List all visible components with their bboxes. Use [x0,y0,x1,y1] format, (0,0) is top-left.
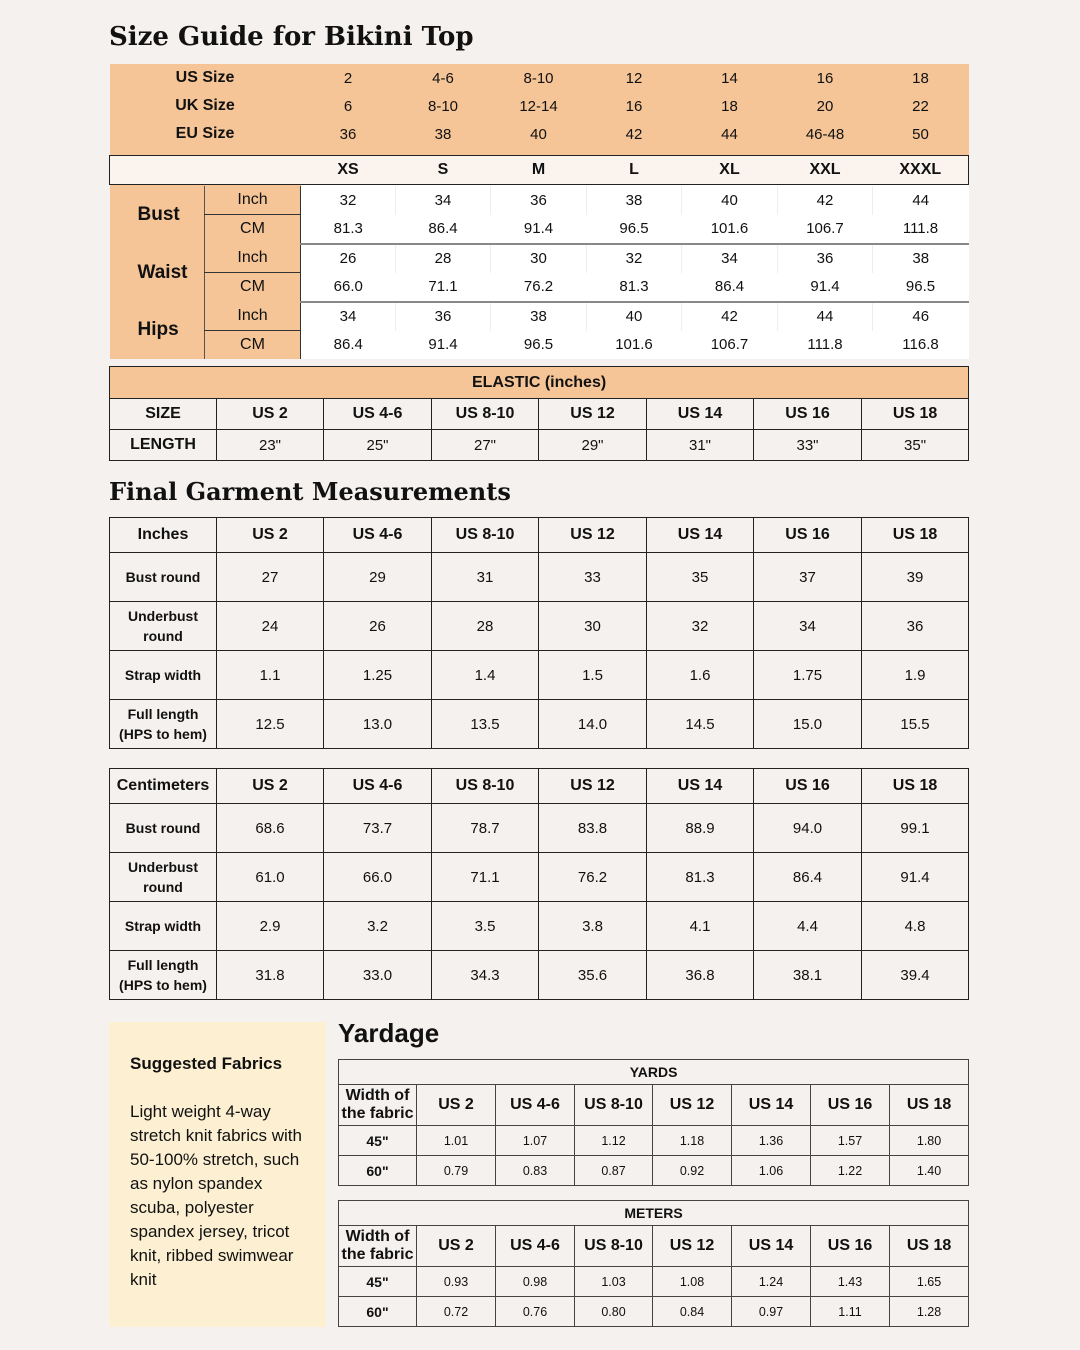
row-label [110,951,217,1000]
measurement-name: Bust [110,186,205,244]
measurement-value: 78.7 [432,804,539,853]
yardage-value: 0.72 [417,1297,496,1327]
unit-header: Inches [110,518,217,553]
measurement-value: 86.4 [396,215,491,244]
elastic-size: US 4-6 [324,399,432,430]
measurement-value: 30 [491,244,587,273]
size-letter: XXL [778,156,873,185]
measurement-value: 101.6 [682,215,778,244]
elastic-size: US 8-10 [432,399,539,430]
size-value: 12 [587,64,682,92]
size-value: 38 [396,120,491,148]
width-label-line1: Width of [345,1087,410,1104]
fabric-width: 45" [339,1267,417,1297]
size-header: US 14 [647,518,754,553]
size-letter: S [396,156,491,185]
meters-table [338,1200,969,1327]
size-value: 16 [587,92,682,120]
size-letter: L [587,156,682,185]
row-label-line2: round [143,879,183,895]
yardage-value: 1.36 [732,1126,811,1156]
yardage-value: 1.28 [890,1297,969,1327]
size-value: 20 [778,92,873,120]
unit-label: Inch [205,186,301,215]
yardage-value: 1.57 [811,1126,890,1156]
measurement-value: 36 [862,602,969,651]
measurement-value: 15.5 [862,700,969,749]
elastic-length: 23" [217,430,324,461]
size-letter: XL [682,156,778,185]
size-value: 2 [301,64,396,92]
size-header: US 16 [811,1085,890,1126]
size-header: US 12 [653,1085,732,1126]
measurement-value: 91.4 [491,215,587,244]
measurement-value: 34 [754,602,862,651]
measurement-value: 32 [647,602,754,651]
measurement-value: 2.9 [217,902,324,951]
yardage-value: 1.03 [575,1267,653,1297]
size-value: 50 [873,120,969,148]
measurement-value: 91.4 [396,331,491,360]
row-label-line1: Full length [127,706,199,722]
size-value: 40 [491,120,587,148]
size-value: 22 [873,92,969,120]
row-label-line2: round [143,628,183,644]
yardage-value: 1.06 [732,1156,811,1186]
size-letter: M [491,156,587,185]
measurement-value: 71.1 [432,853,539,902]
elastic-length: 35" [862,430,969,461]
row-label [110,700,217,749]
measurement-value: 38 [587,186,682,215]
measurement-value: 101.6 [587,331,682,360]
yardage-value: 1.12 [575,1126,653,1156]
fabric-width: 60" [339,1297,417,1327]
measurement-value: 88.9 [647,804,754,853]
fabrics-description: Light weight 4-way stretch knit fabrics with 50-100% stretch, such as nylon spandex scuba, polyester spandex jersey, tricot knit, ribbed swimwear knit [130,1102,302,1289]
elastic-length: 31" [647,430,754,461]
size-header: US 4-6 [496,1085,575,1126]
measurement-value: 61.0 [217,853,324,902]
yards-table [338,1059,969,1186]
size-value: 36 [301,120,396,148]
measurement-value: 4.8 [862,902,969,951]
measurement-value: 99.1 [862,804,969,853]
elastic-size: US 14 [647,399,754,430]
measurement-value: 42 [682,302,778,331]
fabric-width: 45" [339,1126,417,1156]
measurement-value: 26 [324,602,432,651]
unit-label: Inch [205,302,301,331]
width-label-line2: the fabric [341,1105,414,1122]
size-system-label: EU Size [110,120,301,148]
yardage-value: 1.11 [811,1297,890,1327]
measurement-value: 14.0 [539,700,647,749]
yardage-value: 0.97 [732,1297,811,1327]
measurement-value: 96.5 [873,273,969,302]
size-header: US 18 [890,1226,969,1267]
measurement-value: 13.5 [432,700,539,749]
size-system-label: UK Size [110,92,301,120]
yardage-value: 1.24 [732,1267,811,1297]
size-header: US 16 [754,769,862,804]
measurement-value: 34 [396,186,491,215]
measurement-value: 40 [682,186,778,215]
measurement-value: 34 [682,244,778,273]
elastic-length: 25" [324,430,432,461]
measurement-value: 33 [539,553,647,602]
measurement-value: 34.3 [432,951,539,1000]
unit-header: Centimeters [110,769,217,804]
unit-label: CM [205,331,301,360]
measurement-value: 66.0 [301,273,396,302]
centimeters-table [109,768,969,1000]
width-label [339,1085,417,1126]
measurement-value: 1.5 [539,651,647,700]
measurement-value: 36 [491,186,587,215]
yardage-value: 1.65 [890,1267,969,1297]
size-header: US 14 [647,769,754,804]
yardage-unit-header: METERS [339,1201,969,1226]
letters-empty-cell [110,156,301,185]
yardage-value: 0.92 [653,1156,732,1186]
measurement-value: 66.0 [324,853,432,902]
yardage-value: 1.18 [653,1126,732,1156]
page-title: Size Guide for Bikini Top [109,22,474,52]
measurement-value: 44 [778,302,873,331]
measurement-value: 40 [587,302,682,331]
size-value: 16 [778,64,873,92]
measurement-name: Waist [110,244,205,302]
yardage-value: 0.98 [496,1267,575,1297]
elastic-size: US 12 [539,399,647,430]
measurement-value: 12.5 [217,700,324,749]
measurement-value: 1.4 [432,651,539,700]
size-header: US 14 [732,1085,811,1126]
yardage-value: 0.76 [496,1297,575,1327]
elastic-length: 27" [432,430,539,461]
size-system-label: US Size [110,64,301,92]
measurement-value: 31 [432,553,539,602]
yardage-value: 1.08 [653,1267,732,1297]
measurement-value: 28 [432,602,539,651]
measurement-value: 29 [324,553,432,602]
measurement-value: 83.8 [539,804,647,853]
measurement-value: 1.75 [754,651,862,700]
size-value: 6 [301,92,396,120]
row-label-line2: (HPS to hem) [119,977,207,993]
yardage-value: 1.07 [496,1126,575,1156]
size-header: US 18 [862,518,969,553]
size-value: 14 [682,64,778,92]
suggested-fabrics-box [109,1022,326,1327]
row-label [110,553,217,602]
measurement-value: 81.3 [301,215,396,244]
yardage-value: 1.01 [417,1126,496,1156]
size-value: 8-10 [396,92,491,120]
yardage-unit-header: YARDS [339,1060,969,1085]
elastic-size: US 18 [862,399,969,430]
size-header: US 16 [754,518,862,553]
final-garment-title: Final Garment Measurements [109,477,511,506]
yardage-value: 0.80 [575,1297,653,1327]
size-value: 44 [682,120,778,148]
yardage-value: 0.93 [417,1267,496,1297]
measurement-value: 38 [491,302,587,331]
measurement-value: 39.4 [862,951,969,1000]
measurement-value: 27 [217,553,324,602]
measurement-value: 36 [778,244,873,273]
size-header: US 2 [217,518,324,553]
measurement-value: 31.8 [217,951,324,1000]
measurement-value: 1.6 [647,651,754,700]
measurement-value: 116.8 [873,331,969,360]
size-value: 8-10 [491,64,587,92]
measurement-value: 36 [396,302,491,331]
measurement-value: 28 [396,244,491,273]
elastic-title: ELASTIC (inches) [110,367,969,399]
yardage-value: 0.84 [653,1297,732,1327]
yardage-value: 0.79 [417,1156,496,1186]
measurement-name: Hips [110,302,205,360]
measurement-value: 1.9 [862,651,969,700]
measurement-value: 4.1 [647,902,754,951]
size-header: US 12 [539,769,647,804]
measurement-value: 36.8 [647,951,754,1000]
size-value: 4-6 [396,64,491,92]
measurement-value: 81.3 [587,273,682,302]
row-label [110,651,217,700]
size-value: 46-48 [778,120,873,148]
size-header: US 4-6 [324,769,432,804]
elastic-length: 29" [539,430,647,461]
row-label [110,902,217,951]
measurement-value: 14.5 [647,700,754,749]
row-label [110,602,217,651]
measurement-value: 96.5 [587,215,682,244]
yardage-value: 0.83 [496,1156,575,1186]
measurement-value: 86.4 [301,331,396,360]
size-header: US 8-10 [575,1226,653,1267]
measurement-value: 24 [217,602,324,651]
size-header: US 8-10 [432,518,539,553]
row-label-line1: Bust round [125,820,201,836]
size-header: US 2 [217,769,324,804]
unit-label: CM [205,273,301,302]
width-label-line2: the fabric [341,1246,414,1263]
measurement-value: 39 [862,553,969,602]
size-header: US 18 [890,1085,969,1126]
yardage-value: 1.40 [890,1156,969,1186]
measurement-value: 111.8 [778,331,873,360]
measurement-value: 73.7 [324,804,432,853]
size-header: US 2 [417,1085,496,1126]
size-header: US 2 [417,1226,496,1267]
measurement-value: 91.4 [862,853,969,902]
measurement-value: 106.7 [778,215,873,244]
measurement-value: 81.3 [647,853,754,902]
measurement-value: 94.0 [754,804,862,853]
measurement-value: 13.0 [324,700,432,749]
measurement-value: 1.25 [324,651,432,700]
yardage-value: 1.22 [811,1156,890,1186]
elastic-size-label: SIZE [110,399,217,430]
measurement-value: 106.7 [682,331,778,360]
measurement-value: 38.1 [754,951,862,1000]
size-value: 18 [873,64,969,92]
yardage-title: Yardage [338,1018,440,1048]
measurement-value: 91.4 [778,273,873,302]
size-value: 12-14 [491,92,587,120]
measurement-value: 15.0 [754,700,862,749]
row-label [110,804,217,853]
size-header: US 8-10 [432,769,539,804]
yardage-value: 1.80 [890,1126,969,1156]
size-header: US 18 [862,769,969,804]
measurement-value: 1.1 [217,651,324,700]
size-letter: XS [301,156,396,185]
measurement-value: 44 [873,186,969,215]
row-label-line1: Underbust [128,859,198,875]
measurement-value: 35.6 [539,951,647,1000]
unit-label: Inch [205,244,301,273]
size-letter: XXXL [873,156,969,185]
measurement-value: 86.4 [754,853,862,902]
size-header: US 14 [732,1226,811,1267]
width-label [339,1226,417,1267]
measurement-value: 37 [754,553,862,602]
size-value: 42 [587,120,682,148]
row-label-line1: Strap width [124,918,202,934]
row-label-line2: (HPS to hem) [119,726,207,742]
size-header: US 8-10 [575,1085,653,1126]
measurement-value: 3.8 [539,902,647,951]
row-label-line1: Full length [127,957,199,973]
measurement-value: 3.5 [432,902,539,951]
size-header: US 4-6 [324,518,432,553]
elastic-size: US 2 [217,399,324,430]
fabrics-title: Suggested Fabrics [130,1054,283,1073]
row-label-line1: Underbust [128,608,198,624]
measurement-value: 76.2 [539,853,647,902]
measurement-value: 32 [587,244,682,273]
measurement-value: 30 [539,602,647,651]
measurement-value: 34 [301,302,396,331]
measurement-value: 68.6 [217,804,324,853]
measurement-value: 76.2 [491,273,587,302]
size-header: US 4-6 [496,1226,575,1267]
measurement-value: 33.0 [324,951,432,1000]
size-header: US 12 [653,1226,732,1267]
measurement-value: 96.5 [491,331,587,360]
measurement-value: 4.4 [754,902,862,951]
size-guide-table [109,64,969,359]
fabric-width: 60" [339,1156,417,1186]
size-header: US 12 [539,518,647,553]
size-header: US 16 [811,1226,890,1267]
measurement-value: 38 [873,244,969,273]
size-value: 18 [682,92,778,120]
measurement-value: 35 [647,553,754,602]
row-label [110,853,217,902]
width-label-line1: Width of [345,1228,410,1245]
row-label-line1: Bust round [125,569,201,585]
measurement-value: 111.8 [873,215,969,244]
elastic-length-label: LENGTH [110,430,217,461]
unit-label: CM [205,215,301,244]
inches-table [109,517,969,749]
measurement-value: 26 [301,244,396,273]
elastic-table [109,366,969,461]
measurement-value: 42 [778,186,873,215]
yardage-value: 1.43 [811,1267,890,1297]
elastic-length: 33" [754,430,862,461]
measurement-value: 71.1 [396,273,491,302]
measurement-value: 46 [873,302,969,331]
row-label-line1: Strap width [124,667,202,683]
measurement-value: 3.2 [324,902,432,951]
measurement-value: 86.4 [682,273,778,302]
yardage-value: 0.87 [575,1156,653,1186]
measurement-value: 32 [301,186,396,215]
elastic-size: US 16 [754,399,862,430]
